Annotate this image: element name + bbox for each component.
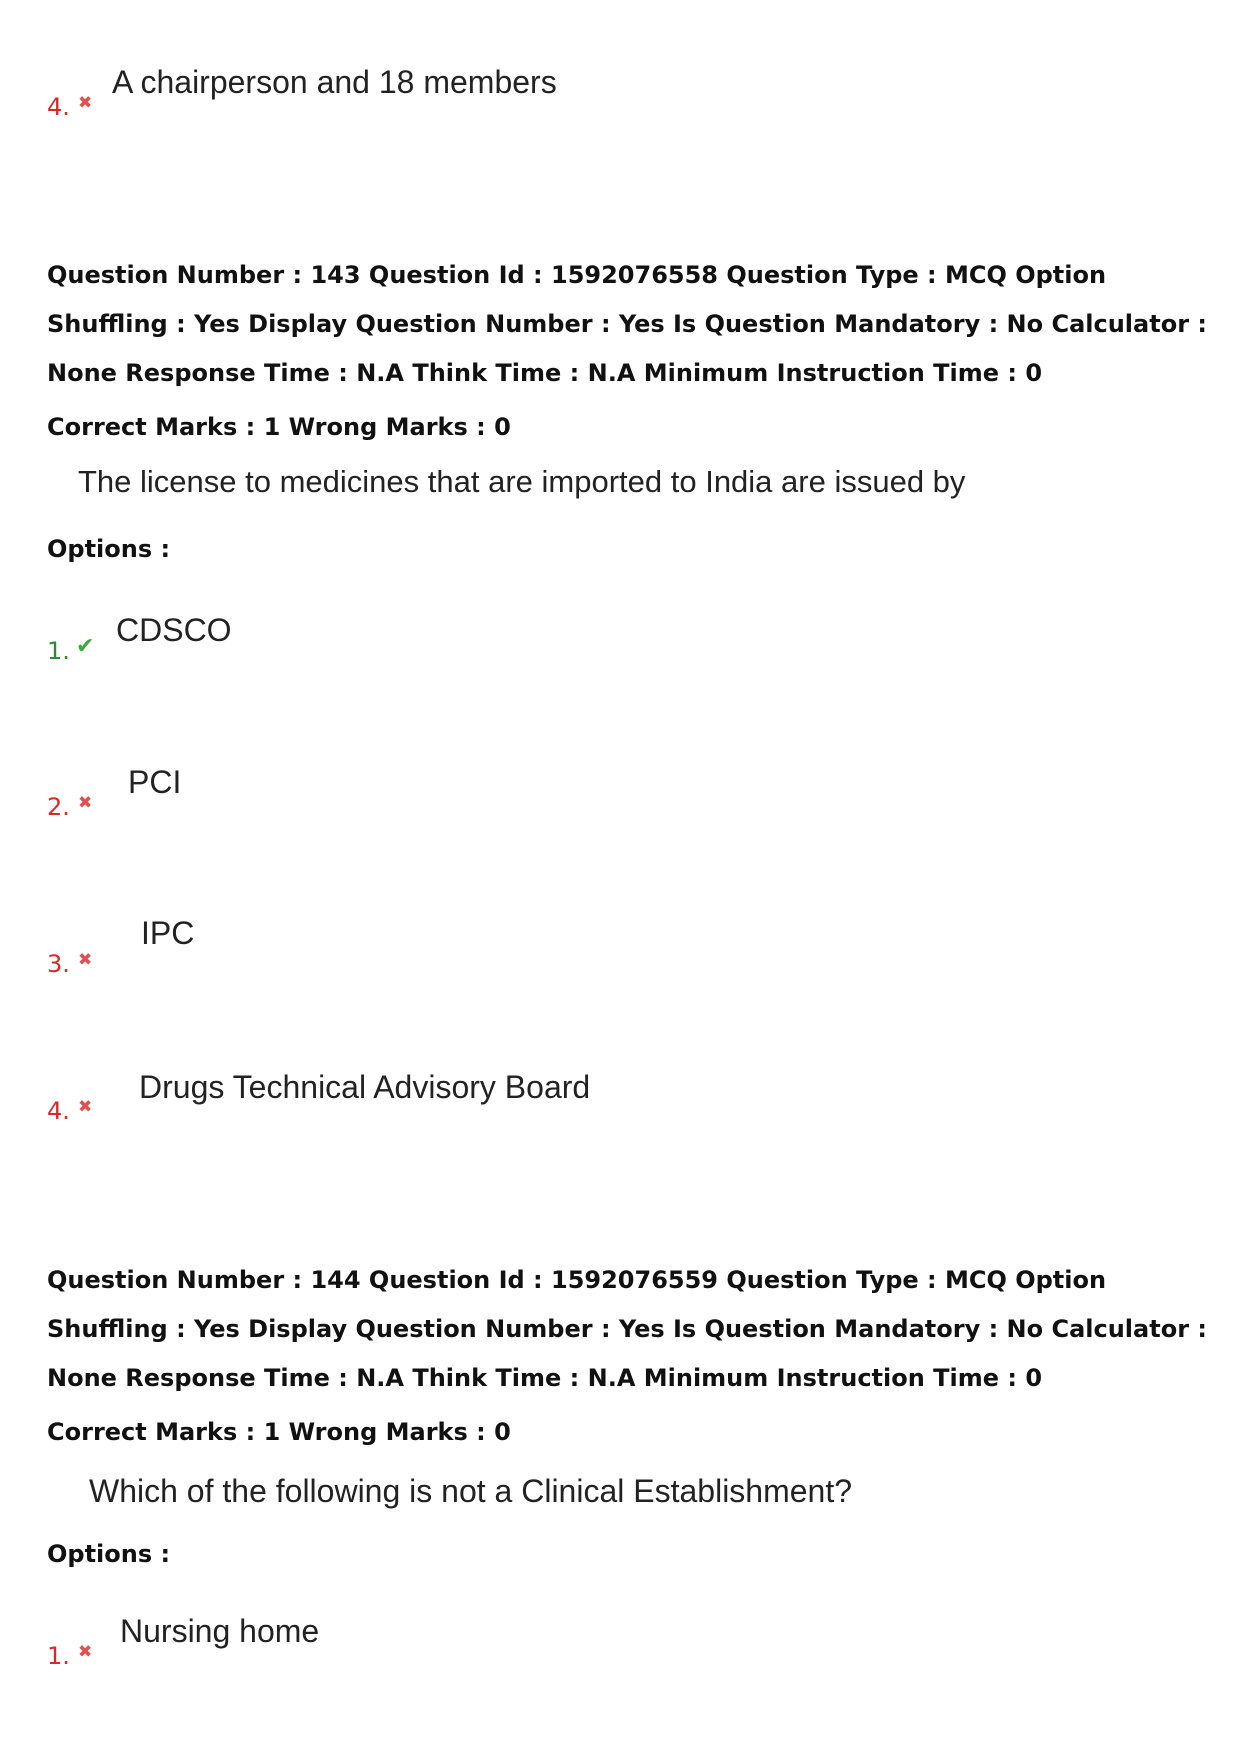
option-text: CDSCO (116, 612, 232, 648)
option-number: 4. (47, 93, 70, 121)
wrong-mark-icon: ✖ (78, 93, 93, 113)
options-label: Options : (47, 1540, 171, 1568)
wrong-mark-icon: ✖ (78, 793, 93, 813)
question-meta: Question Number : 144 Question Id : 1592076559 Question Type : MCQ Option Shuffling : Yes Display Question Number : Yes Is Question Mandatory : No Calculator : None Response Time : N.A Think Time : N.A Minimum Instruction Time : 0 (47, 1266, 1207, 1392)
option-text: Drugs Technical Advisory Board (139, 1069, 591, 1105)
question-meta: Question Number : 143 Question Id : 1592076558 Question Type : MCQ Option Shuffling : Yes Display Question Number : Yes Is Question Mandatory : No Calculator : None Response Time : N.A Think Time : N.A Minimum Instruction Time : 0 (47, 261, 1207, 387)
option-number: 2. (47, 793, 70, 821)
wrong-mark-icon: ✖ (78, 950, 93, 970)
options-label: Options : (47, 535, 171, 563)
wrong-mark-icon: ✖ (78, 1097, 93, 1117)
question-text: The license to medicines that are imported to India are issued by (78, 464, 966, 499)
option-number: 4. (47, 1097, 70, 1125)
option-text: IPC (141, 915, 195, 951)
option-number: 1. (47, 637, 70, 665)
check-mark-icon: ✔ (76, 634, 95, 659)
marks-line: Correct Marks : 1 Wrong Marks : 0 (47, 1418, 511, 1446)
option-text: A chairperson and 18 members (112, 64, 557, 100)
option-text: PCI (128, 764, 182, 800)
option-number: 1. (47, 1642, 70, 1670)
wrong-mark-icon: ✖ (78, 1642, 93, 1662)
marks-line: Correct Marks : 1 Wrong Marks : 0 (47, 413, 511, 441)
option-text: Nursing home (120, 1613, 320, 1649)
option-number: 3. (47, 950, 70, 978)
question-text: Which of the following is not a Clinical Establishment? (89, 1473, 853, 1509)
